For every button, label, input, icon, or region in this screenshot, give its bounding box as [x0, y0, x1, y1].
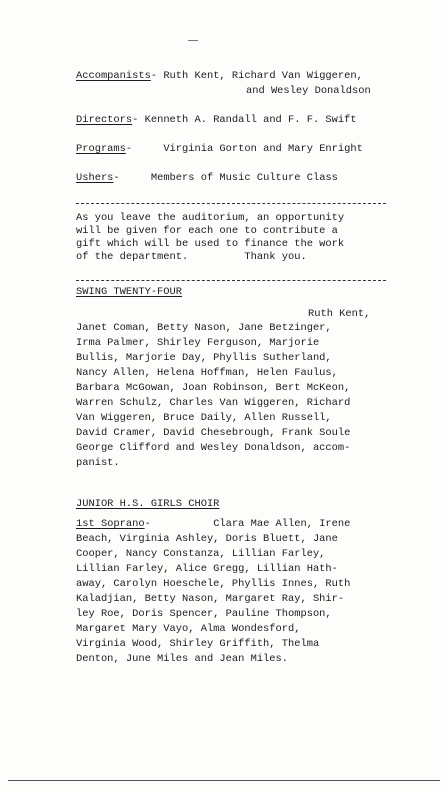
swing-line: panist. — [76, 457, 120, 469]
swing-line: Warren Schulz, Charles Van Wiggeren, Richard — [76, 397, 351, 409]
choir-title: JUNIOR H.S. GIRLS CHOIR — [76, 498, 220, 510]
choir-line: Beach, Virginia Ashley, Doris Bluett, Jane — [76, 533, 338, 545]
credit-accompanists-cont: and Wesley Donaldson — [246, 85, 371, 97]
swing-line: Bullis, Marjorie Day, Phyllis Sutherland, — [76, 352, 332, 364]
top-mark — [188, 40, 198, 41]
choir-line: Margaret Mary Vayo, Alma Wondesford, — [76, 623, 301, 635]
choir-line: Virginia Wood, Shirley Griffith, Thelma — [76, 638, 320, 650]
choir-line: Lillian Farley, Alice Gregg, Lillian Hath- — [76, 563, 338, 575]
swing-line: Van Wiggeren, Bruce Daily, Allen Russell, — [76, 412, 332, 424]
choir-first-names: Clara Mae Allen, Irene — [213, 518, 351, 530]
swing-line: David Cramer, David Chesebrough, Frank Soule — [76, 427, 351, 439]
swing-line: Barbara McGowan, Joan Robinson, Bert McKeon, — [76, 382, 351, 394]
choir-part-line: 1st Soprano- Clara Mae Allen, Irene — [76, 518, 351, 530]
page-bottom-rule — [8, 780, 440, 781]
choir-line: ley Roe, Doris Spencer, Pauline Thompson, — [76, 608, 332, 620]
swing-title: SWING TWENTY-FOUR — [76, 286, 183, 298]
swing-line: Janet Coman, Betty Nason, Jane Betzinger, — [76, 322, 332, 334]
notice-line: will be given for each one to contribute a — [76, 225, 338, 237]
credit-ushers: Ushers- Members of Music Culture Class — [76, 172, 338, 184]
choir-part-label: 1st Soprano — [76, 518, 145, 530]
choir-line: Kaladjian, Betty Nason, Margaret Ray, Shir- — [76, 593, 345, 605]
credit-programs: Programs- Virginia Gorton and Mary Enright — [76, 143, 363, 155]
credit-accompanists: Accompanists- Ruth Kent, Richard Van Wiggeren, — [76, 70, 363, 82]
swing-line: Irma Palmer, Shirley Ferguson, Marjorie — [76, 337, 320, 349]
credit-directors: Directors- Kenneth A. Randall and F. F. Swift — [76, 114, 357, 126]
notice-line: gift which will be used to finance the work — [76, 238, 345, 250]
divider-top — [76, 203, 386, 204]
choir-line: Denton, June Miles and Jean Miles. — [76, 653, 289, 665]
notice-line: As you leave the auditorium, an opportunity — [76, 212, 345, 224]
notice-line: of the department. Thank you. — [76, 251, 307, 263]
swing-first-name: Ruth Kent, — [308, 308, 371, 320]
swing-line: Nancy Allen, Helena Hoffman, Helen Faulus, — [76, 367, 338, 379]
choir-line: away, Carolyn Hoeschele, Phyllis Innes, Ruth — [76, 578, 351, 590]
divider-bottom — [76, 280, 386, 281]
swing-line: George Clifford and Wesley Donaldson, accom- — [76, 442, 351, 454]
choir-line: Cooper, Nancy Constanza, Lillian Farley, — [76, 548, 326, 560]
